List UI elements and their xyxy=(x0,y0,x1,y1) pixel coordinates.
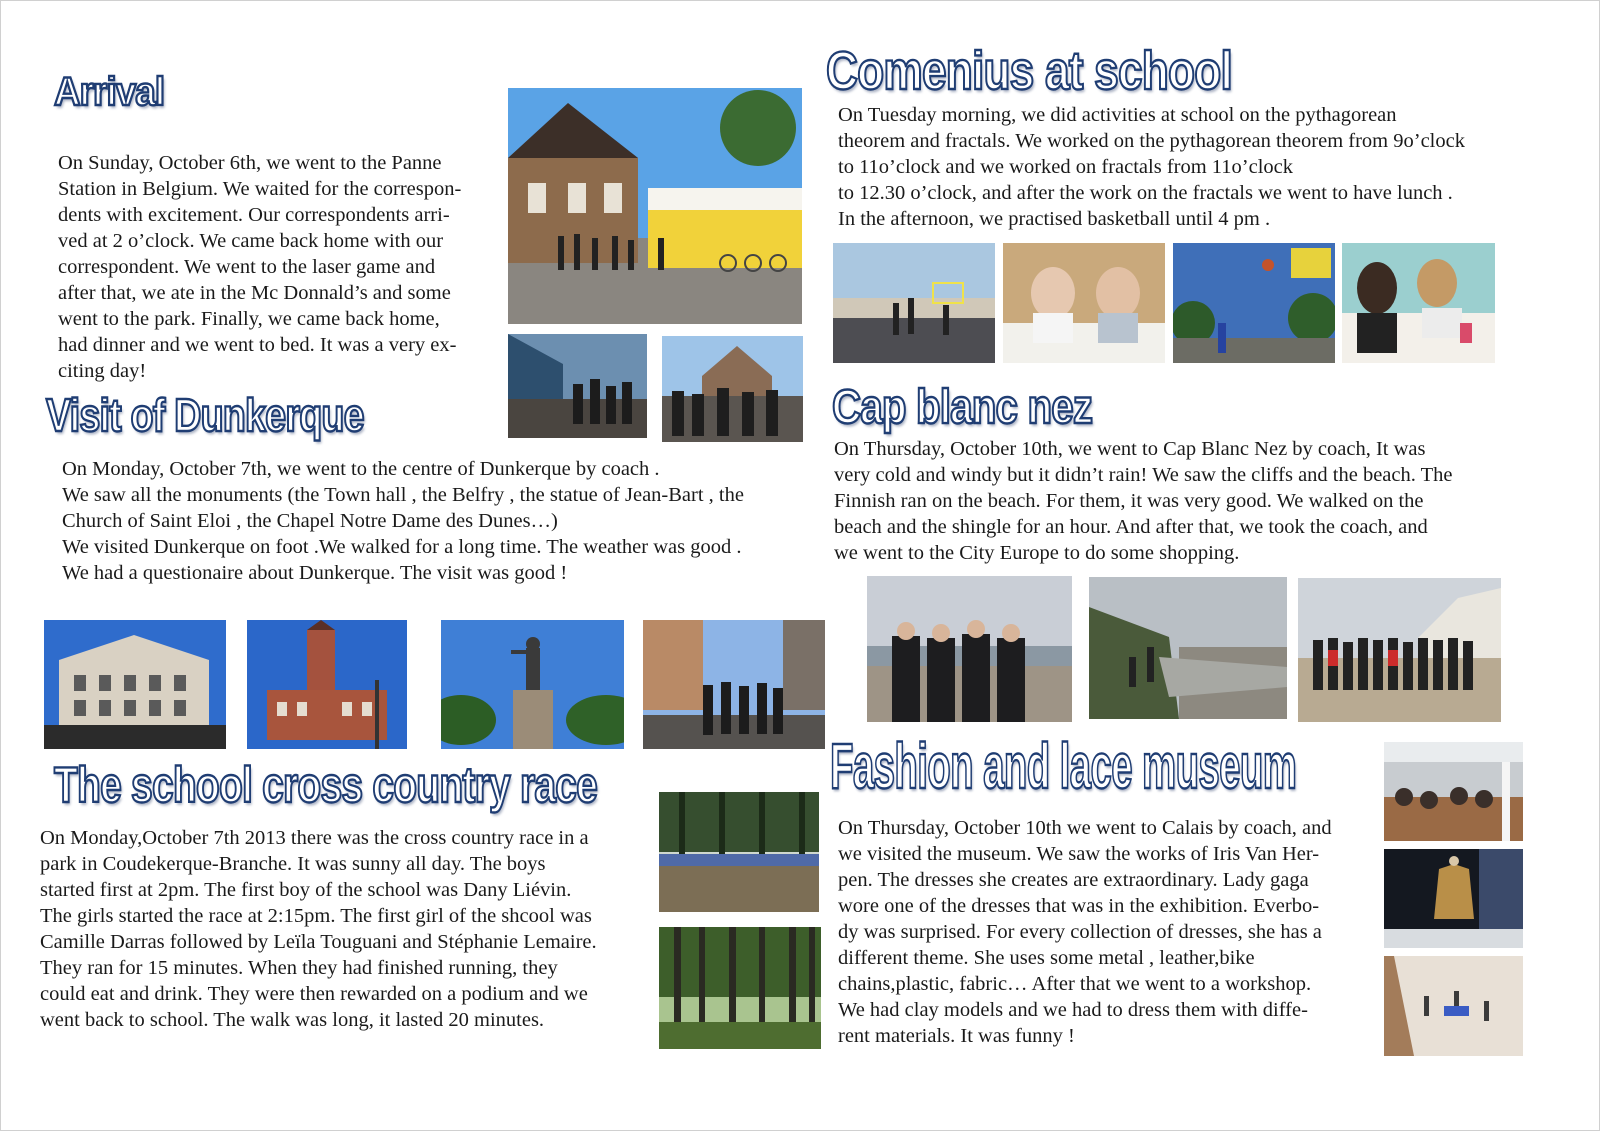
photo-cliff-path xyxy=(1089,577,1287,719)
cross-title: The school cross country race xyxy=(54,757,598,813)
cap-title: Cap blanc nez xyxy=(832,381,1093,434)
fashion-text: On Thursday, October 10th we went to Calais by coach, and we visited the museum. We saw the works of Iris Van Her- pen. The dresses she creates are extraordinary. Lady gaga wore one of the dresses that was in the exhibition. Everbo- dy was surprised. For every collection of dresses, she has a different theme. She uses some metal , leather,bike chains,plastic, fabric… After that we went to a workshop. We had clay models and we had to dress them with diffe- rent materials. It was funny ! xyxy=(838,817,1332,1047)
photo-arrival-train xyxy=(508,334,647,438)
photo-clay-models xyxy=(1384,956,1523,1056)
photo-cap-group-wind xyxy=(867,576,1072,722)
photo-students-table xyxy=(1342,243,1495,363)
photo-dunkerque-building xyxy=(44,620,226,749)
photo-basketball-court xyxy=(833,243,995,363)
photo-panne-station xyxy=(508,88,802,324)
photo-arrival-group xyxy=(662,336,803,442)
photo-jean-bart-statue xyxy=(441,620,624,749)
comenius-title: Comenius at school xyxy=(826,41,1232,101)
photo-workshop-room xyxy=(1384,742,1523,841)
photo-cap-group-beach xyxy=(1298,578,1501,722)
photo-race-park xyxy=(659,792,819,912)
comenius-text: On Tuesday morning, we did activities at school on the pythagorean theorem and fractals. We worked on the pythagorean theorem from 9o’clock to 11o’clock and we worked on fractals from 11o’clock to 12.30 o’clock, and after the work on the fractals we went to have lunch . In the afternoon, we practised basketball until 4 pm . xyxy=(838,104,1465,230)
cap-text: On Thursday, October 10th, we went to Cap Blanc Nez by coach, It was very cold and windy but it didn’t rain! We saw the cliffs and the beach. The Finnish ran on the beach. For them, it was very good. We walked on the beach and the shingle for an hour. And after that, we took the coach, and we went to the City Europe to do some shopping. xyxy=(834,438,1453,564)
photo-students-worksheet xyxy=(1003,243,1165,363)
arrival-text: On Sunday, October 6th, we went to the Panne Station in Belgium. We waited for the correspon- dents with excitement. Our correspondents arri- ved at 2 o’clock. We came back home with our correspondent. We went to the laser game and after that, we ate in the Mc Donnald’s and some went to the park. Finally, we came back home, had dinner and we went to bed. It was a very ex- citing day! xyxy=(58,152,462,382)
photo-forest-trees xyxy=(659,927,821,1049)
photo-town-hall-belfry xyxy=(247,620,407,749)
cross-text: On Monday,October 7th 2013 there was the cross country race in a park in Coudekerque-Branche. It was sunny all day. The boys started first at 2pm. The first boy of the school was Dany Liévin. The girls started the race at 2:15pm. The first girl of the shcool was Camille Darras followed by Leïla Touguani and Stéphanie Lemaire. They ran for 15 minutes. When they had finished running, they could eat and drink. They were then rewarded on a podium and we went back to school. The walk was long, it lasted 20 minutes. xyxy=(40,827,597,1031)
photo-dress-exhibit xyxy=(1384,849,1523,948)
photo-basketball-hoop xyxy=(1173,243,1335,363)
dunkerque-text: On Monday, October 7th, we went to the centre of Dunkerque by coach . We saw all the monuments (the Town hall , the Belfry , the statue of Jean-Bart , the Church of Saint Eloi , the Chapel Notre Dame des Dunes…) We visited Dunkerque on foot .We walked for a long time. The weather was good . We had a questionaire about Dunkerque. The visit was good ! xyxy=(62,458,744,584)
photo-dunkerque-street-group xyxy=(643,620,825,749)
fashion-title: Fashion and lace museum xyxy=(830,730,1297,802)
dunkerque-title: Visit of Dunkerque xyxy=(46,389,364,441)
arrival-title: Arrival xyxy=(54,70,165,114)
